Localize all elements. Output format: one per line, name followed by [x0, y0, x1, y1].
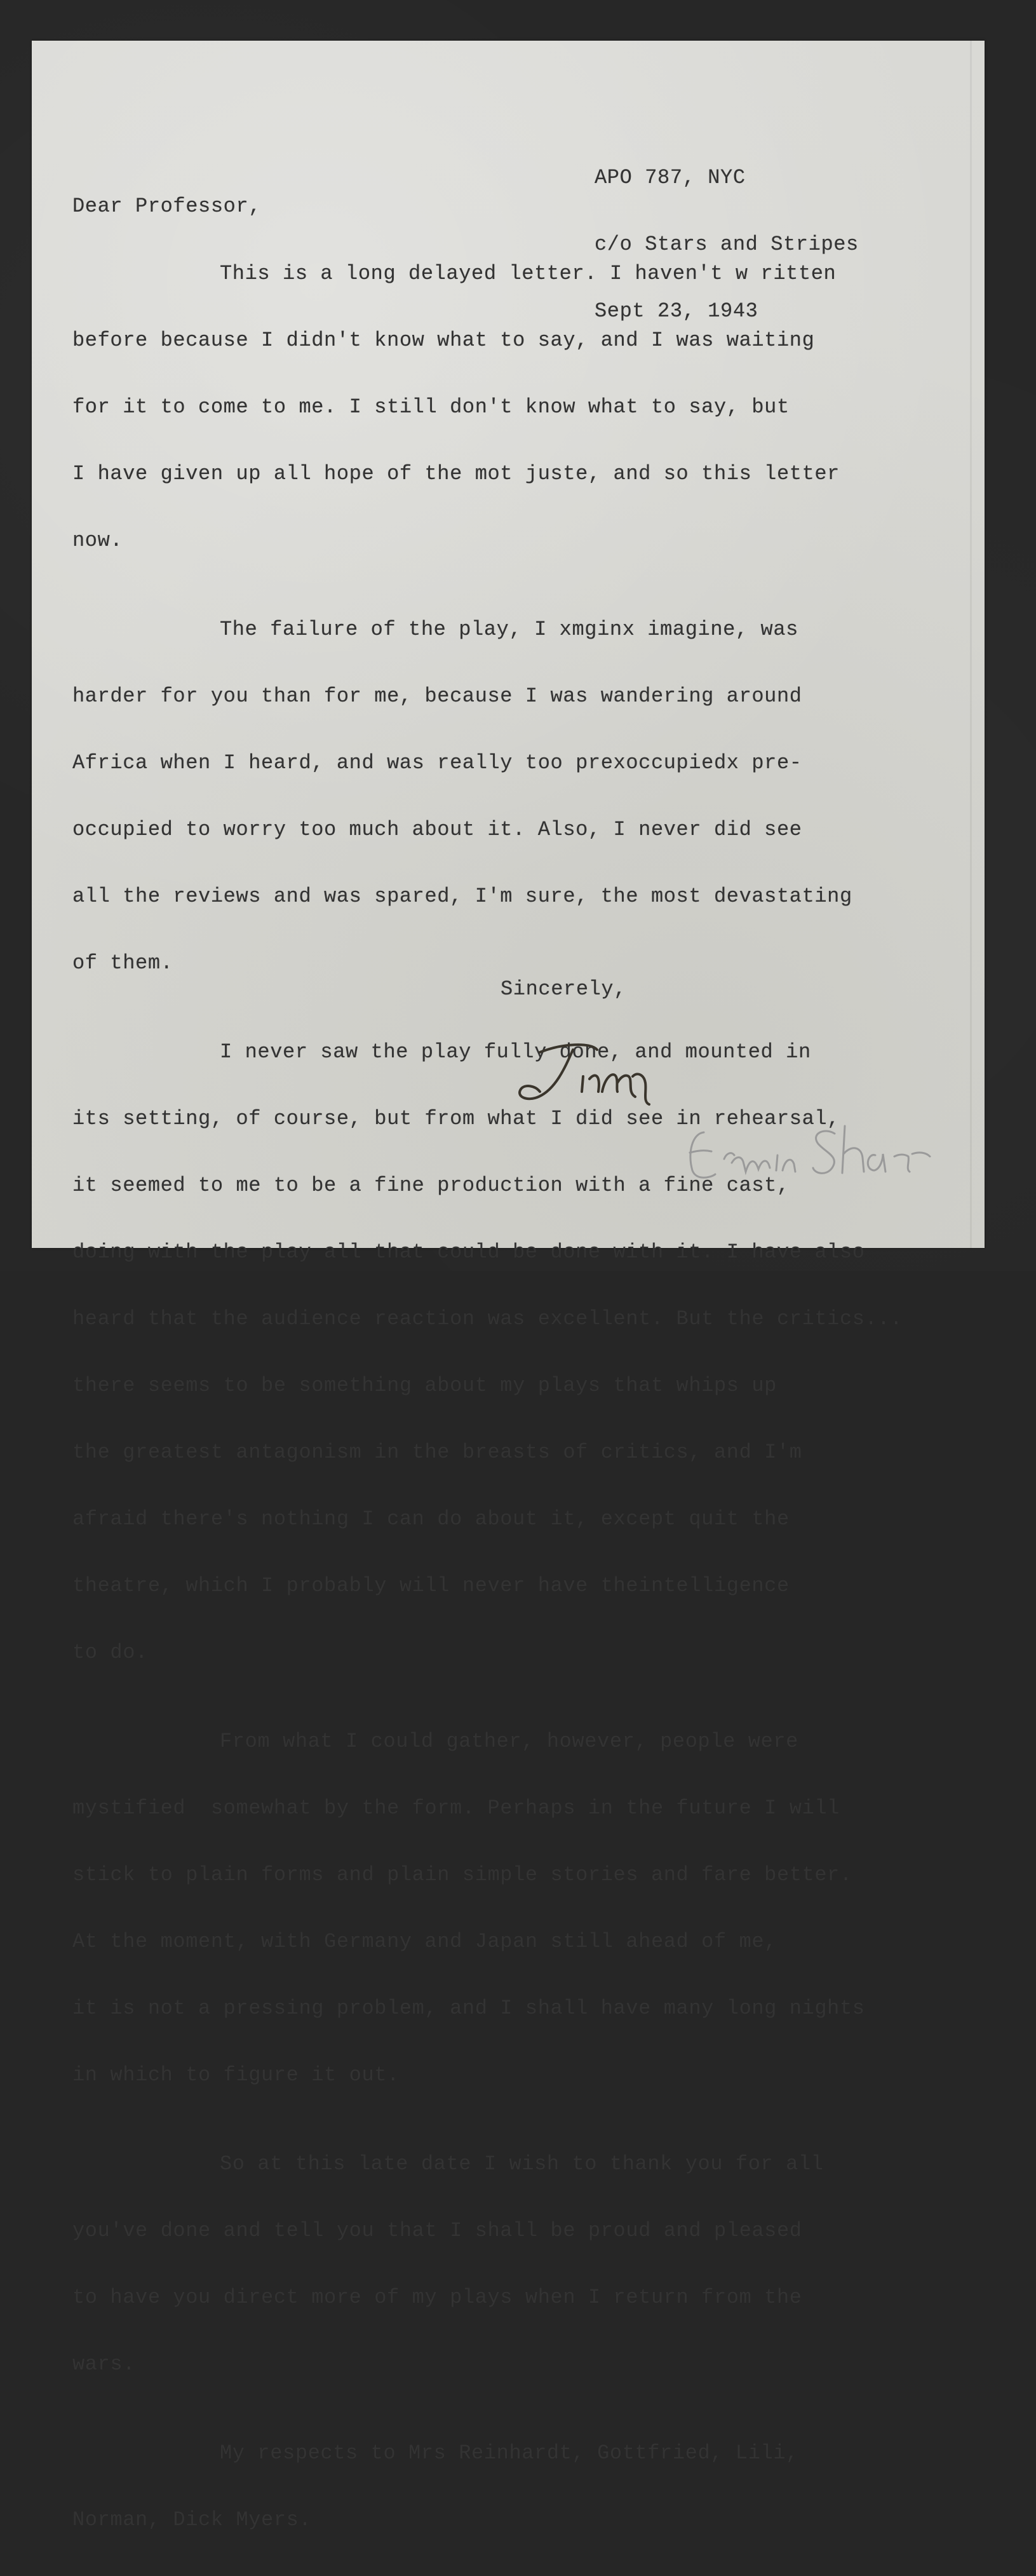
body-line: wars.	[72, 2352, 136, 2376]
header-line-date: Sept 23, 1943	[595, 299, 758, 323]
letter-body	[72, 218, 903, 2575]
body-line: to do.	[72, 1641, 148, 1664]
body-line: there seems to be something about my plays that whips up	[72, 1374, 777, 1397]
body-line: to have you direct more of my plays when I return from the	[72, 2286, 802, 2309]
body-line: it seemed to me to be a fine production with a fine cast,	[72, 1174, 790, 1197]
pencil-annotation	[673, 1115, 953, 1191]
body-line: My respects to Mrs Reinhardt, Gottfried, Lili,	[220, 2441, 798, 2465]
body-line: harder for you than for me, because I was wandering around	[72, 684, 802, 708]
body-line: Africa when I heard, and was really too prexoccupiedx pre-	[72, 751, 802, 775]
body-line: The failure of the play, I xmginx imagine, was	[220, 618, 798, 641]
body-line: At the moment, with Germany and Japan still ahead of me,	[72, 1930, 777, 1953]
body-line: the greatest antagonism in the breasts of critics, and I'm	[72, 1441, 802, 1464]
body-line: Norman, Dick Myers.	[72, 2508, 312, 2532]
body-line: heard that the audience reaction was excellent. But the critics...	[72, 1307, 903, 1331]
header-line-address: APO 787, NYC	[595, 166, 746, 189]
body-line: in which to figure it out.	[72, 2063, 400, 2087]
body-line: I have given up all hope of the mot juste, and so this letter	[72, 462, 840, 485]
body-line: afraid there's nothing I can do about it, except quit the	[72, 1507, 790, 1531]
body-line: occupied to worry too much about it. Also, I never did see	[72, 818, 802, 841]
body-line: for it to come to me. I still don't know what to say, but	[72, 395, 790, 419]
handwritten-signature	[502, 1038, 667, 1108]
body-line: you've done and tell you that I shall be proud and pleased	[72, 2219, 802, 2242]
body-line: stick to plain forms and plain simple stories and fare better.	[72, 1863, 852, 1887]
body-line: its setting, of course, but from what I did see in rehearsal,	[72, 1107, 840, 1130]
body-line: This is a long delayed letter. I haven't w ritten	[220, 262, 837, 285]
body-line: before because I didn't know what to say, and I was waiting	[72, 329, 815, 352]
body-line: of them.	[72, 951, 173, 975]
body-line: now.	[72, 529, 123, 552]
salutation: Dear Professor,	[72, 194, 262, 218]
body-line: it is not a pressing problem, and I shall have many long nights	[72, 1996, 865, 2020]
body-line: mystified somewhat by the form. Perhaps in the future I will	[72, 1796, 840, 1820]
body-line: all the reviews and was spared, I'm sure, the most devastating	[72, 885, 852, 908]
header-line-care-of: c/o Stars and Stripes	[595, 233, 859, 256]
body-line: From what I could gather, however, people were	[220, 1730, 798, 1753]
body-line: So at this late date I wish to thank you for all	[220, 2152, 824, 2176]
closing: Sincerely,	[501, 977, 627, 1001]
body-line: I never saw the play fully done, and mounted in	[220, 1040, 811, 1064]
body-line: doing with the play all that could be done with it. I have also	[72, 1240, 865, 1264]
body-line: theatre, which I probably will never have theintelligence	[72, 1574, 790, 1597]
letter-sheet	[32, 41, 985, 2532]
